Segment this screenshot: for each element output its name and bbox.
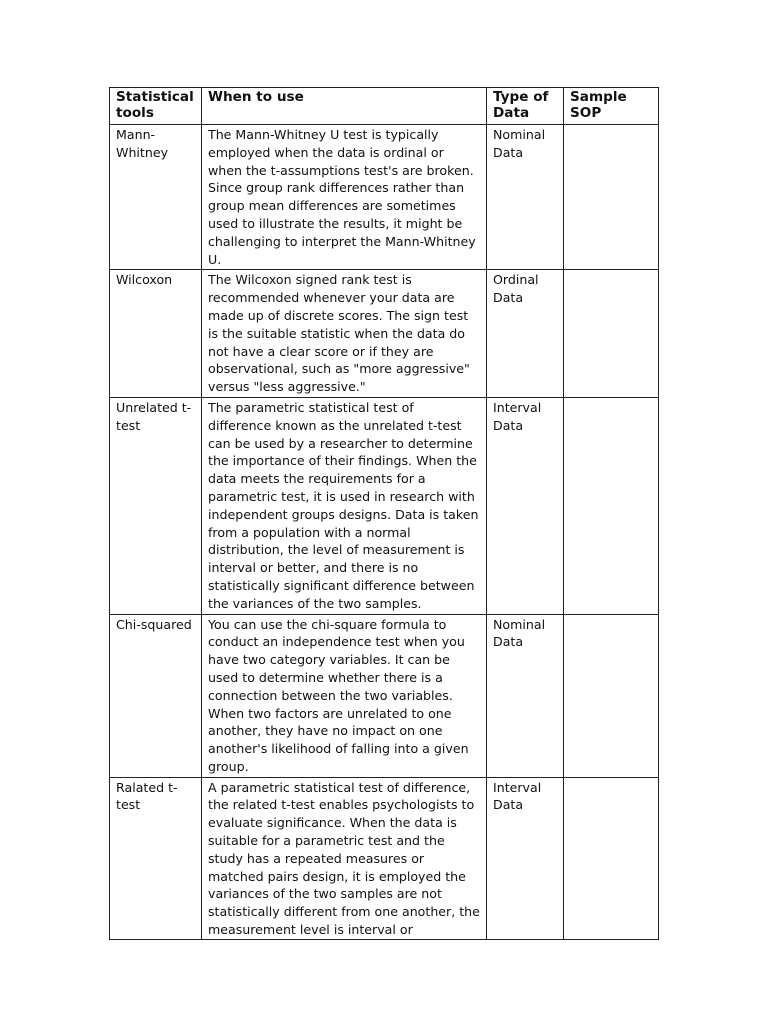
table-row [110, 397, 659, 614]
sample-sop-cell [564, 125, 659, 270]
statistical-tools-table [109, 87, 659, 940]
data-type-cell: Nominal Data [487, 125, 564, 270]
tool-name-cell: Wilcoxon [110, 270, 202, 398]
tool-name-cell: Ralated t-test [110, 777, 202, 939]
table-row [110, 270, 659, 398]
header-statistical-tools: Statistical tools [110, 88, 202, 125]
data-type-cell: Interval Data [487, 777, 564, 939]
header-sample-sop: Sample SOP [564, 88, 659, 125]
table-row [110, 125, 659, 270]
when-to-use-cell: The parametric statistical test of difference known as the unrelated t-test can be used by a researcher to determine the importance of their findings. When the data meets the requirements for a parametric test, it is used in research with independent groups designs. Data is taken from a population with a normal distribution, the level of measurement is interval or better, and there is no statistically significant difference between the variances of the two samples. [202, 397, 487, 614]
when-to-use-cell [202, 777, 487, 939]
when-to-use-cut-text: A parametric statistical test of difference, the related t-test enables psychologists to evaluate significance. When the data is suitable for a parametric test and the study has a repeated measures or matched pairs design, it is employed the variances of the two samples are not statistically different from one another, the measurement level is interval or [208, 779, 480, 938]
tool-name-cell: Mann-Whitney [110, 125, 202, 270]
sample-sop-cell [564, 270, 659, 398]
data-type-cell: Interval Data [487, 397, 564, 614]
sample-sop-cell [564, 397, 659, 614]
tool-name-cell: Chi-squared [110, 614, 202, 777]
table-row [110, 777, 659, 939]
data-type-cell: Ordinal Data [487, 270, 564, 398]
data-type-cell: Nominal Data [487, 614, 564, 777]
header-when-to-use: When to use [202, 88, 487, 125]
sample-sop-cell [564, 777, 659, 939]
when-to-use-cell: The Wilcoxon signed rank test is recommended whenever your data are made up of discrete scores. The sign test is the suitable statistic when the data do not have a clear score or if they are observational, such as "more aggressive" versus "less aggressive." [202, 270, 487, 398]
header-type-of-data: Type of Data [487, 88, 564, 125]
tool-name-cell: Unrelated t-test [110, 397, 202, 614]
table-header-row [110, 88, 659, 125]
sample-sop-cell [564, 614, 659, 777]
table-row [110, 614, 659, 777]
when-to-use-cell: You can use the chi-square formula to conduct an independence test when you have two category variables. It can be used to determine whether there is a connection between the two variables. When two factors are unrelated to one another, they have no impact on one another's likelihood of falling into a given group. [202, 614, 487, 777]
when-to-use-cell: The Mann-Whitney U test is typically employed when the data is ordinal or when the t-assumptions test's are broken. Since group rank differences rather than group mean differences are sometimes used to illustrate the results, it might be challenging to interpret the Mann-Whitney U. [202, 125, 487, 270]
